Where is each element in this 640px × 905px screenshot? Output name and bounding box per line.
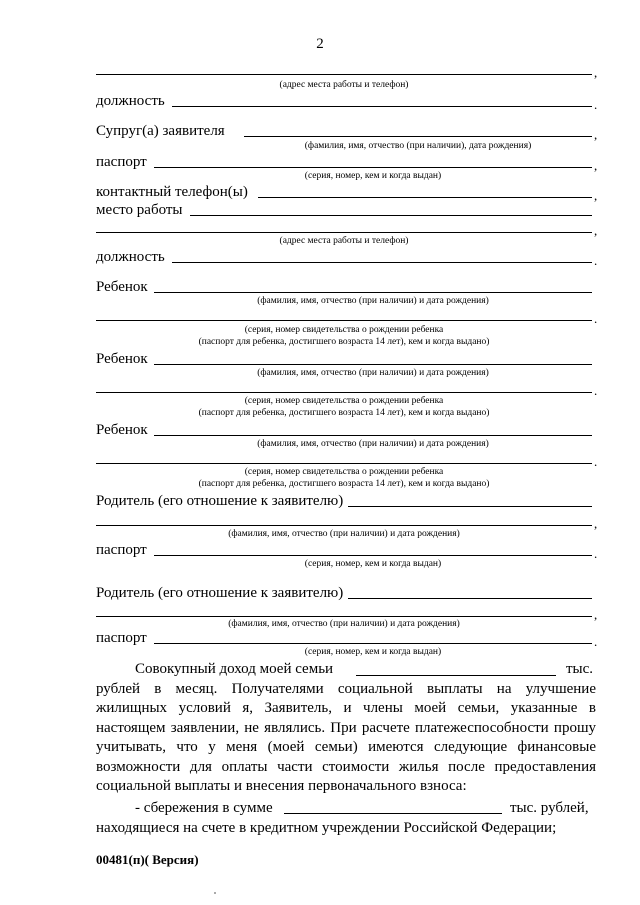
parent-passport-line[interactable] [154,643,592,644]
parent-relation-line[interactable] [348,598,592,599]
parent-fio-line[interactable] [96,616,592,617]
passport-label: паспорт [96,630,147,646]
income-unit: тыс. [566,661,594,677]
income-paragraph: рублей в месяц. Получателями социальной выплаты на улучшение жилищных условий я, Заявитель, и члены моей семьи, указанные в настоящем заявлении, не являлись. При расчете платежеспособности прошу учитывать, что у меня (моей семьи) имеются следующие финансовые возможности для оплаты части стоимости жилья после предоставления социальной выплаты и внесения первоначального взноса: [96,681,596,795]
comma: , [594,188,598,203]
child-fio-line[interactable] [154,435,592,436]
child-cert-line[interactable] [96,392,592,393]
child-label: Ребенок [96,422,148,438]
parent-label: Родитель (его отношение к заявителю) [96,585,344,601]
work-address-caption: (адрес места работы и телефон) [279,80,409,90]
passport-caption: (серия, номер, кем и когда выдан) [304,171,442,181]
workplace-line[interactable] [190,215,592,216]
passport-caption: (серия, номер, кем и когда выдан) [304,647,442,657]
parent-relation-line[interactable] [348,506,592,507]
spouse-label: Супруг(а) заявителя [96,123,225,139]
position-label: должность [96,249,165,265]
parent-fio-caption: (фамилия, имя, отчество (при наличии) и дата рождения) [228,619,460,629]
period: . [594,253,598,268]
child-label: Ребенок [96,351,148,367]
spouse-fio-line[interactable] [244,136,592,137]
income-label: Совокупный доход моей семьи [135,661,334,677]
savings-account-text: находящиеся на счете в кредитном учреждении Российской Федерации; [96,820,557,836]
comma: , [594,223,598,238]
comma: , [594,158,598,173]
comma: , [594,127,598,142]
parent-fio-caption: (фамилия, имя, отчество (при наличии) и дата рождения) [228,529,460,539]
scan-speck [214,892,216,894]
child-cert-caption-2: (паспорт для ребенка, достигшего возраста 14 лет), кем и когда выдано) [198,337,490,347]
period: . [594,383,598,398]
comma: , [594,516,598,531]
position-label: должность [96,93,165,109]
comma: , [594,65,598,80]
work-address-line[interactable] [96,74,592,75]
page-number: 2 [316,36,324,52]
child-cert-line[interactable] [96,463,592,464]
child-cert-caption-1: (серия, номер свидетельства о рождении ребенка [244,396,444,406]
phone-label: контактный телефон(ы) [96,184,248,200]
parent-passport-line[interactable] [154,555,592,556]
passport-caption: (серия, номер, кем и когда выдан) [304,559,442,569]
child-cert-line[interactable] [96,320,592,321]
position-line[interactable] [172,106,592,107]
period: . [594,454,598,469]
child-fio-caption: (фамилия, имя, отчество (при наличии) и дата рождения) [257,439,489,449]
savings-unit: тыс. рублей, [510,800,589,816]
child-cert-caption-1: (серия, номер свидетельства о рождении ребенка [244,467,444,477]
document-code: 00481(п)( Версия) [96,852,199,867]
child-fio-caption: (фамилия, имя, отчество (при наличии) и дата рождения) [257,368,489,378]
period: . [594,546,598,561]
work-address-line[interactable] [96,232,592,233]
child-fio-line[interactable] [154,292,592,293]
income-amount-line[interactable] [356,675,556,676]
parent-fio-line[interactable] [96,525,592,526]
child-cert-caption-2: (паспорт для ребенка, достигшего возраста 14 лет), кем и когда выдано) [198,408,490,418]
work-address-caption: (адрес места работы и телефон) [279,236,409,246]
workplace-label: место работы [96,202,183,218]
period: . [594,97,598,112]
spouse-fio-caption: (фамилия, имя, отчество (при наличии), дата рождения) [304,141,532,151]
parent-label: Родитель (его отношение к заявителю) [96,493,344,509]
period: . [594,634,598,649]
position-line[interactable] [172,262,592,263]
passport-label: паспорт [96,542,147,558]
child-fio-caption: (фамилия, имя, отчество (при наличии) и дата рождения) [257,296,489,306]
child-label: Ребенок [96,279,148,295]
child-cert-caption-2: (паспорт для ребенка, достигшего возраста 14 лет), кем и когда выдано) [198,479,490,489]
phone-line[interactable] [258,197,592,198]
child-cert-caption-1: (серия, номер свидетельства о рождении ребенка [244,325,444,335]
period: . [594,311,598,326]
savings-amount-line[interactable] [284,813,502,814]
savings-label: - сбережения в сумме [135,800,273,816]
passport-label: паспорт [96,154,147,170]
child-fio-line[interactable] [154,364,592,365]
spouse-passport-line[interactable] [154,167,592,168]
comma: , [594,607,598,622]
